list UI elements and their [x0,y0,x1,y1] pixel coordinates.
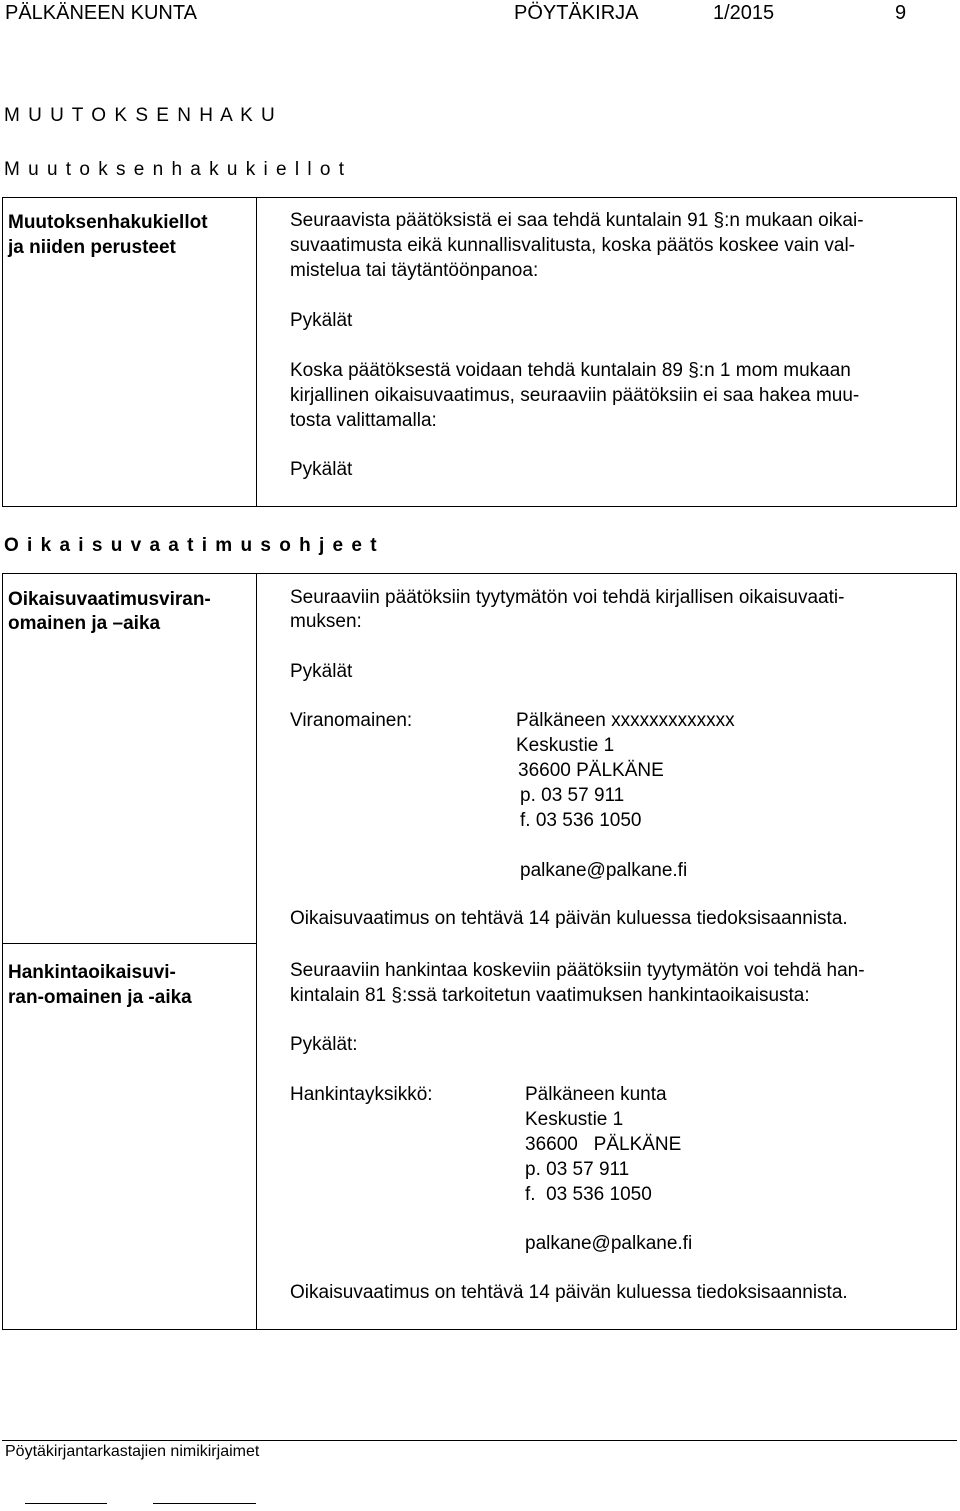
header-municipality: PÄLKÄNEEN KUNTA [5,2,197,24]
label-appeal-bans-1: Muutoksenhakukiellot [8,212,208,233]
unit-line-3: 36600 PÄLKÄNE [525,1134,682,1155]
para1-line-2: suvaatimusta eikä kunnallisvalitusta, koska päätös koskee vain val- [290,235,856,256]
page-title: M U U T O K S E N H A K U [4,105,276,126]
authority-label: Viranomainen: [290,710,413,731]
header-number: 1/2015 [713,2,775,24]
procurement-para-line-1: Seuraaviin hankintaa koskeviin päätöksiin tyytymätön voi tehdä han- [290,960,865,981]
signature-line-2 [153,1503,256,1504]
signature-line-1 [25,1503,107,1504]
unit-fax: f. 03 536 1050 [525,1184,652,1205]
unit-label: Hankintayksikkö: [290,1084,433,1105]
correction-table [2,573,957,1330]
para2-line-2: kirjallinen oikaisuvaatimus, seuraaviin päätöksiin ei saa hakea muu- [290,385,860,406]
label-procurement-2: ran-omainen ja -aika [8,987,192,1008]
authority-fax: f. 03 536 1050 [520,810,642,831]
pykalat-2: Pykälät [290,459,353,480]
authority-line-2: Keskustie 1 [516,735,615,756]
label-correction-authority-2: omainen ja –aika [8,613,161,634]
signatures-label: Pöytäkirjantarkastajien nimikirjaimet [5,1443,260,1460]
procurement-deadline: Oikaisuvaatimus on tehtävä 14 päivän kuluessa tiedoksisaannista. [290,1282,848,1303]
procurement-para-line-2: kintalain 81 §:ssä tarkoitetun vaatimuksen hankintaoikaisusta: [290,985,810,1006]
pykalat-1: Pykälät [290,310,353,331]
column-divider [256,197,257,507]
footer-rule [2,1440,957,1441]
unit-line-2: Keskustie 1 [525,1109,624,1130]
unit-line-1: Pälkäneen kunta [525,1084,667,1105]
label-correction-authority-1: Oikaisuvaatimusviran- [8,589,211,610]
correction-para-line-2: muksen: [290,611,362,632]
label-appeal-bans-2: ja niiden perusteet [8,237,176,258]
authority-line-3: 36600 PÄLKÄNE [518,760,664,781]
correction-para-line-1: Seuraaviin päätöksiin tyytymätön voi tehdä kirjallisen oikaisuvaati- [290,587,845,608]
authority-phone: p. 03 57 911 [520,785,625,806]
para2-line-1: Koska päätöksestä voidaan tehdä kuntalain 89 §:n 1 mom mukaan [290,360,851,381]
column-divider [256,573,257,1330]
row-divider [2,943,257,944]
label-procurement-1: Hankintaoikaisuvi- [8,962,176,983]
header-doc-type: PÖYTÄKIRJA [514,2,639,24]
pykalat-correction: Pykälät [290,661,353,682]
para1-line-1: Seuraavista päätöksistä ei saa tehdä kuntalain 91 §:n mukaan oikai- [290,210,864,231]
header-page: 9 [895,2,907,24]
section-heading-appeal-bans: M u u t o k s e n h a k u k i e l l o t [4,159,345,180]
section-heading-correction-instructions: O i k a i s u v a a t i m u s o h j e e t [4,535,378,556]
correction-deadline: Oikaisuvaatimus on tehtävä 14 päivän kuluessa tiedoksisaannista. [290,908,848,929]
authority-line-1: Pälkäneen xxxxxxxxxxxxx [516,710,735,731]
para1-line-3: mistelua tai täytäntöönpanoa: [290,260,539,281]
unit-phone: p. 03 57 911 [525,1159,630,1180]
authority-email: palkane@palkane.fi [520,860,688,881]
pykalat-procurement: Pykälät: [290,1034,358,1055]
unit-email: palkane@palkane.fi [525,1233,693,1254]
para2-line-3: tosta valittamalla: [290,410,437,431]
